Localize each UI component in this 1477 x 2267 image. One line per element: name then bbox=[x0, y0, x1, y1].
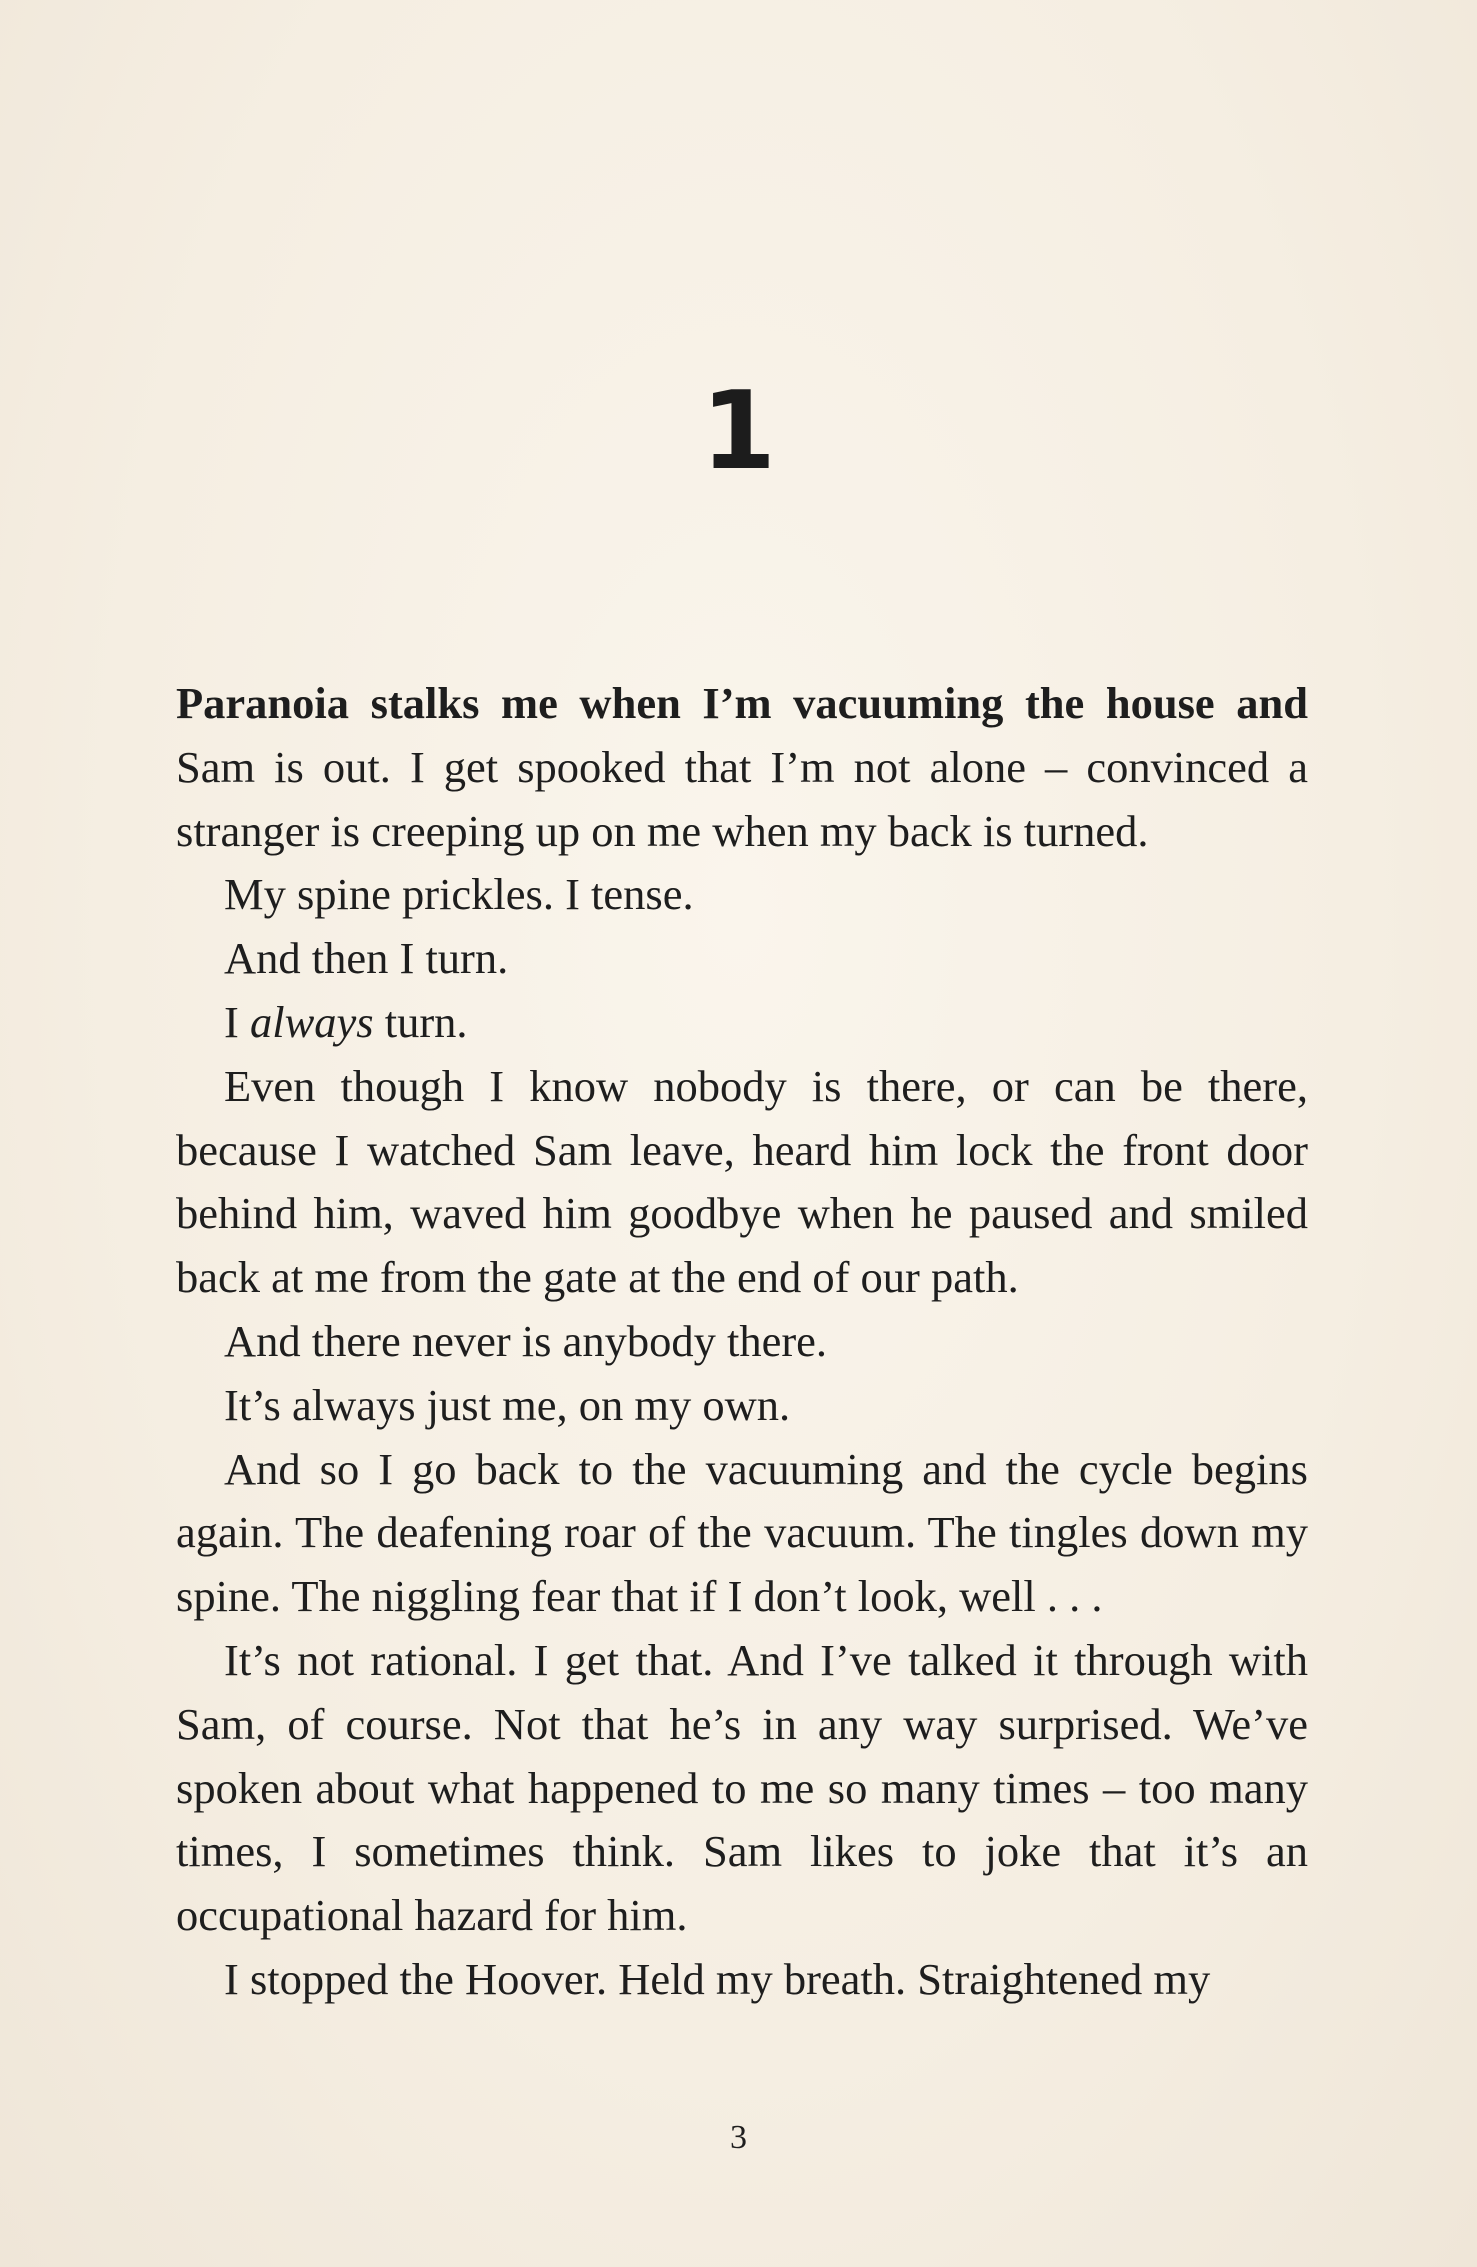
paragraph-text: turn. bbox=[373, 996, 468, 1047]
paragraph: It’s always just me, on my own. bbox=[224, 1379, 791, 1430]
paragraph: My spine prickles. I tense. bbox=[224, 869, 694, 920]
paragraph: And then I turn. bbox=[224, 933, 509, 984]
chapter-number: 1 bbox=[700, 369, 777, 494]
paragraph-text: I bbox=[224, 996, 250, 1047]
paragraph: I stopped the Hoover. Held my breath. Straightened my bbox=[224, 1953, 1211, 2004]
page-number: 3 bbox=[730, 2119, 747, 2156]
paragraph: It’s not rational. I get that. And I’ve talked it through with Sam, of course. Not that he’s in any way surprised. We’ve spoken about what happened to me so many times – too many times, I sometimes think. Sam likes to joke that it’s an occupational hazard for him. bbox=[176, 1634, 1308, 1941]
opening-words: Paranoia stalks me when I’m vacuuming the house and bbox=[176, 678, 1308, 728]
paragraph: Even though I know nobody is there, or can be there, because I watched Sam leave, heard him lock the front door behind him, waved him goodbye when he paused and smiled back at me from the gate at the end of our path. bbox=[176, 1060, 1308, 1303]
paragraph: And there never is anybody there. bbox=[224, 1315, 828, 1366]
paragraph bbox=[176, 672, 1308, 863]
chapter-body bbox=[176, 672, 1308, 2012]
paragraph-text: Sam is out. I get spooked that I’m not alone – convinced a stranger is creeping up on me when my back is turned. bbox=[176, 741, 1308, 856]
emphasis: always bbox=[249, 996, 374, 1047]
paragraph: And so I go back to the vacuuming and the cycle begins again. The deafening roar of the vacuum. The tingles down my spine. The niggling fear that if I don’t look, well . . . bbox=[176, 1443, 1308, 1622]
paragraph bbox=[176, 991, 1308, 1055]
